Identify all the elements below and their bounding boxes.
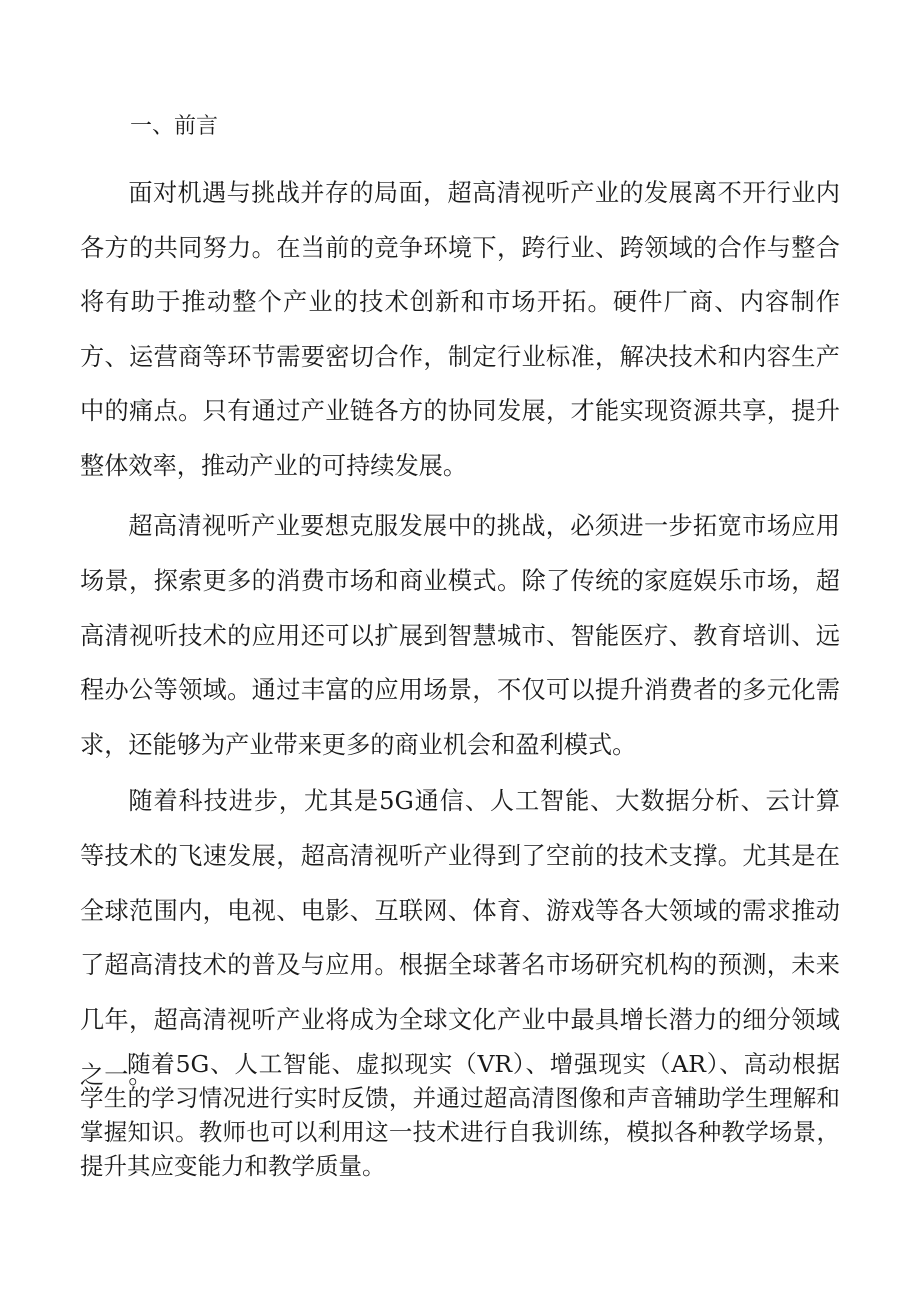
paragraph-2: 超高清视听产业要想克服发展中的挑战，必须进一步拓宽市场应用场景，探索更多的消费市场和商业模式。除了传统的家庭娱乐市场，超高清视听技术的应用还可以扩展到智慧城市、智能医疗、教育培训、远程办公等领域。通过丰富的应用场景，不仅可以提升消费者的多元化需求，还能够为产业带来更多的商业机会和盈利模式。 — [80, 512, 840, 760]
paragraph-3: 随着科技进步，尤其是5G通信、人工智能、大数据分析、云计算等技术的飞速发展，超高清视听产业得到了空前的技术支撑。尤其是在全球范围内，电视、电影、互联网、体育、游戏等各大领域的需求推动了超高清技术的普及与应用。根据全球著名市场研究机构的预测，未来几年，超高清视听产业将成为全球文化产业中最具增长潜力的细分领域之一。 — [80, 787, 840, 1089]
paragraph-4: 随着5G、人工智能、虚拟现实（VR）、增强现实（AR）、高动根据学生的学习情况进行实时反馈，并通过超高清图像和声音辅助学生理解和掌握知识。教师也可以利用这一技术进行自我训练，模拟各种教学场景，提升其应变能力和教学质量。 — [80, 1050, 840, 1180]
paragraph-1: 面对机遇与挑战并存的局面，超高清视听产业的发展离不开行业内各方的共同努力。在当前的竞争环境下，跨行业、跨领域的合作与整合将有助于推动整个产业的技术创新和市场开拓。硬件厂商、内容制作方、运营商等环节需要密切合作，制定行业标准，解决技术和内容生产中的痛点。只有通过产业链各方的协同发展，才能实现资源共享，提升整体效率，推动产业的可持续发展。 — [80, 179, 840, 480]
section-heading: 一、前言 — [130, 114, 219, 139]
